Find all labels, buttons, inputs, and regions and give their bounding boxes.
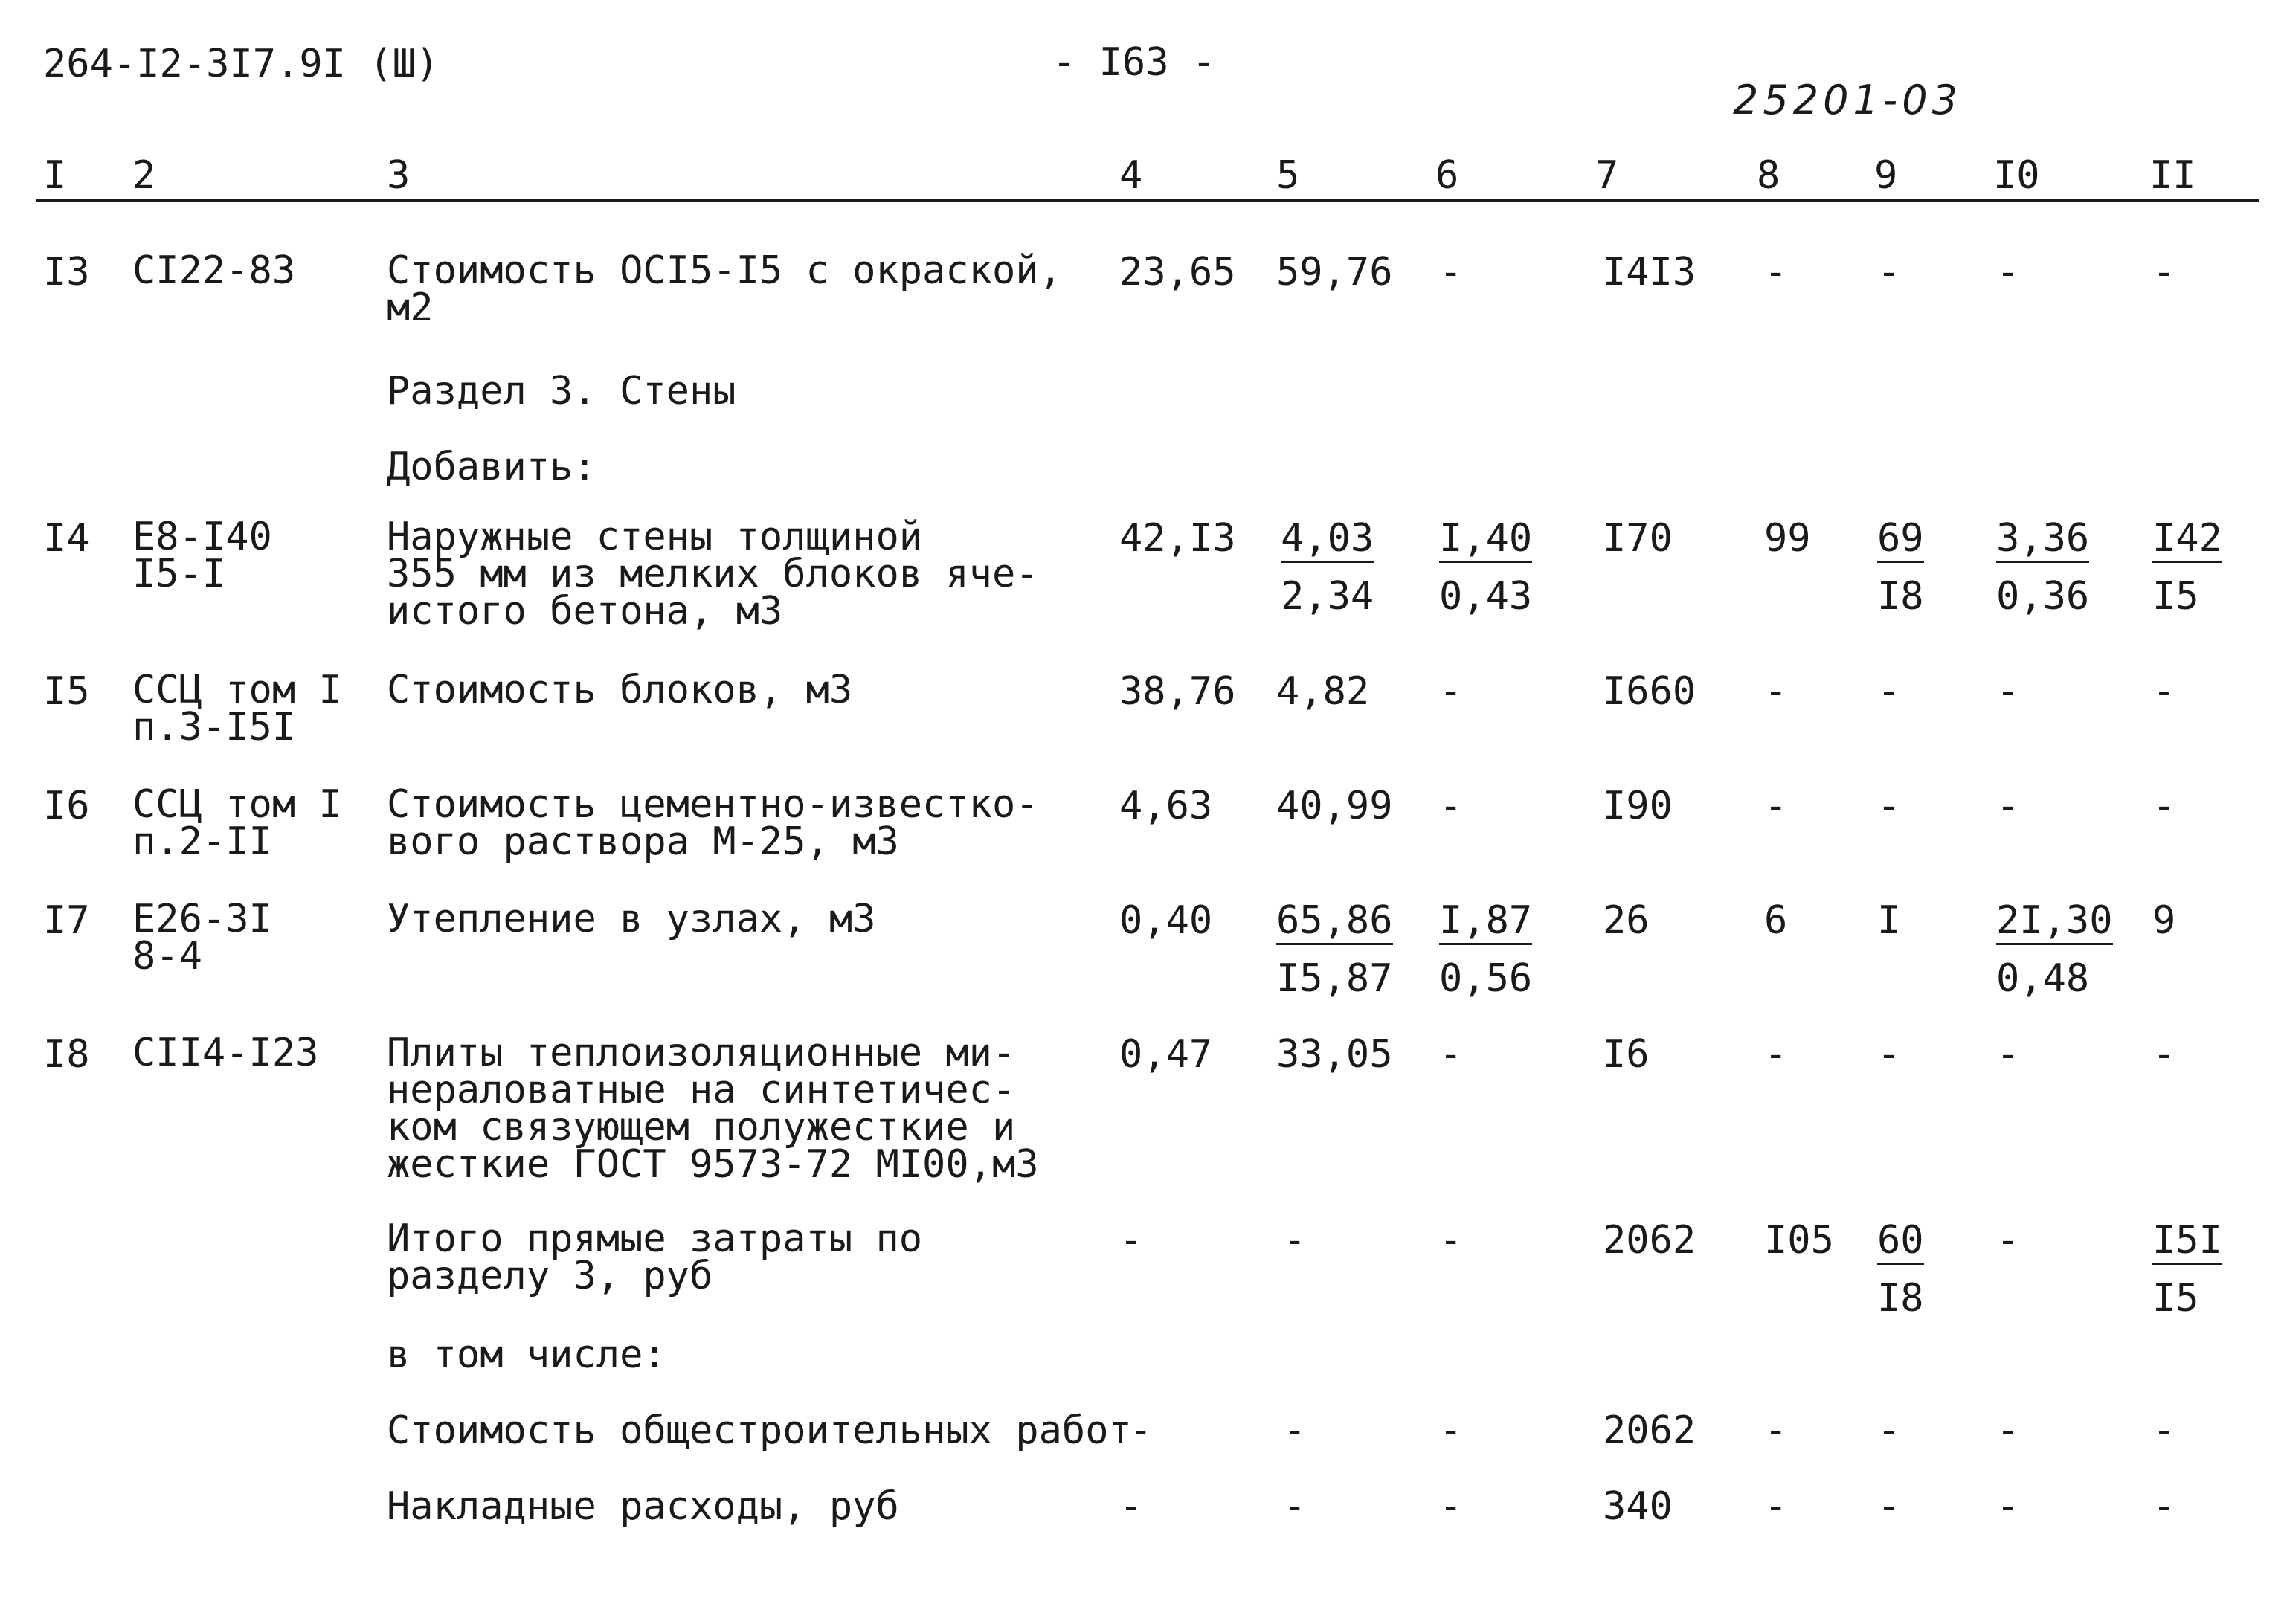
work-description: Стоимость цементно-известко- вого раствора М-25, м3 bbox=[387, 782, 1039, 864]
cell-col10-bottom: 0,36 bbox=[1996, 574, 2090, 619]
header-rule bbox=[36, 199, 2259, 202]
cell-col7: I4I3 bbox=[1603, 250, 1696, 294]
cell-col6: - bbox=[1439, 1218, 1463, 1263]
cell-col10: - bbox=[1996, 1484, 2020, 1529]
column-number: 7 bbox=[1595, 153, 1619, 198]
cell-col11-top: I5I bbox=[2152, 1221, 2222, 1265]
cell-col8: - bbox=[1764, 250, 1788, 294]
column-number: 4 bbox=[1119, 153, 1143, 198]
row-number: I6 bbox=[43, 784, 90, 828]
cell-col7: I90 bbox=[1603, 784, 1673, 828]
cell-col11-top: I42 bbox=[2152, 519, 2222, 563]
cell-col5: - bbox=[1283, 1408, 1307, 1453]
work-description: Наружные стены толщиной 355 мм из мелких блоков яче- истого бетона, м3 bbox=[387, 515, 1039, 634]
cell-col10-top: 2I,30 bbox=[1996, 901, 2113, 945]
norm-code: E26-3I 8-4 bbox=[132, 897, 272, 979]
cell-col10: - bbox=[1996, 1408, 2020, 1453]
cell-col11-bottom: I5 bbox=[2152, 1276, 2199, 1321]
column-number: 3 bbox=[387, 153, 411, 198]
norm-code: ССЦ том I п.3-I5I bbox=[132, 668, 342, 750]
cell-col6: - bbox=[1439, 1032, 1463, 1077]
cell-col4: - bbox=[1119, 1484, 1143, 1529]
cell-col6: - bbox=[1439, 1408, 1463, 1453]
document-code: 264-I2-3I7.9I (Ш) bbox=[43, 42, 440, 86]
cell-col9: - bbox=[1877, 784, 1901, 828]
cell-col8: - bbox=[1764, 1408, 1788, 1453]
cell-col7: 2062 bbox=[1603, 1408, 1696, 1453]
cell-col9-bottom: I8 bbox=[1877, 1276, 1924, 1321]
column-number: 2 bbox=[132, 153, 156, 198]
norm-code: CI22-83 bbox=[132, 248, 296, 293]
cell-col7: I70 bbox=[1603, 516, 1673, 561]
cell-col4: 4,63 bbox=[1119, 784, 1213, 828]
cell-col9: - bbox=[1877, 669, 1901, 714]
cell-col9-top: 60 bbox=[1877, 1221, 1924, 1265]
page-number: - I63 - bbox=[1052, 40, 1216, 85]
cell-col8: I05 bbox=[1764, 1218, 1834, 1263]
cell-col5-bottom: 2,34 bbox=[1281, 574, 1374, 619]
archive-number: 25201-03 bbox=[1733, 77, 1962, 123]
cell-col5-top: 65,86 bbox=[1276, 901, 1393, 945]
row-number: I5 bbox=[43, 669, 90, 714]
cell-col10-bottom: 0,48 bbox=[1996, 956, 2090, 1001]
norm-code: CII4-I23 bbox=[132, 1031, 319, 1075]
cell-col8: 99 bbox=[1764, 516, 1811, 561]
row-number: I7 bbox=[43, 898, 90, 943]
norm-code: ССЦ том I п.2-II bbox=[132, 782, 342, 864]
column-number: 9 bbox=[1874, 153, 1898, 198]
cell-col8: - bbox=[1764, 1032, 1788, 1077]
cell-col9: - bbox=[1877, 1408, 1901, 1453]
cell-col4: 23,65 bbox=[1119, 250, 1236, 294]
section-title: Раздел 3. Стены bbox=[387, 369, 736, 413]
cell-col7: 2062 bbox=[1603, 1218, 1696, 1263]
subtotal-description: Накладные расходы, руб bbox=[387, 1484, 899, 1529]
subtotal-description: Стоимость общестроительных работ bbox=[387, 1408, 1132, 1453]
cell-col11: 9 bbox=[2152, 898, 2176, 943]
cell-col5: 33,05 bbox=[1276, 1032, 1393, 1077]
cell-col10: - bbox=[1996, 1032, 2020, 1077]
cell-col11: - bbox=[2152, 250, 2176, 294]
cell-col4: 0,40 bbox=[1119, 898, 1213, 943]
cell-col11: - bbox=[2152, 1032, 2176, 1077]
cell-col5-top: 4,03 bbox=[1281, 519, 1374, 563]
cell-col7: I6 bbox=[1603, 1032, 1650, 1077]
cell-col8: - bbox=[1764, 669, 1788, 714]
cell-col4: 38,76 bbox=[1119, 669, 1236, 714]
cell-col6-top: I,40 bbox=[1439, 519, 1532, 563]
cell-col7: 26 bbox=[1603, 898, 1650, 943]
column-number: 8 bbox=[1757, 153, 1780, 198]
cell-col10: - bbox=[1996, 1218, 2020, 1263]
cell-col6-bottom: 0,56 bbox=[1439, 956, 1533, 1001]
cell-col8: - bbox=[1764, 784, 1788, 828]
cell-col9-bottom: I8 bbox=[1877, 574, 1924, 619]
cell-col4: 42,I3 bbox=[1119, 516, 1236, 561]
cell-col5: - bbox=[1283, 1218, 1307, 1263]
column-number: II bbox=[2149, 153, 2196, 198]
cell-col9: - bbox=[1877, 1484, 1901, 1529]
cell-col5: 59,76 bbox=[1276, 250, 1393, 294]
cell-col5: - bbox=[1283, 1484, 1307, 1529]
cell-col4: - bbox=[1119, 1218, 1143, 1263]
cell-col11-bottom: I5 bbox=[2152, 574, 2199, 619]
work-description: Плиты теплоизоляционные ми- нераловатные на синтетичес- ком связующем полужесткие и жесткие ГОСТ 9573-72 МI00,м3 bbox=[387, 1031, 1039, 1187]
cell-col4: 0,47 bbox=[1119, 1032, 1213, 1077]
column-number: I0 bbox=[1993, 153, 2040, 198]
cell-col6: - bbox=[1439, 669, 1463, 714]
cell-col10: - bbox=[1996, 784, 2020, 828]
cell-col5-bottom: I5,87 bbox=[1276, 956, 1393, 1001]
cell-col6: - bbox=[1439, 250, 1463, 294]
cell-col10: - bbox=[1996, 250, 2020, 294]
cell-col7: 340 bbox=[1603, 1484, 1673, 1529]
cell-col8: - bbox=[1764, 1484, 1788, 1529]
column-number: 6 bbox=[1435, 153, 1459, 198]
column-number: I bbox=[43, 153, 67, 198]
column-number: 5 bbox=[1276, 153, 1300, 198]
total-description: Итого прямые затраты по разделу 3, руб bbox=[387, 1217, 923, 1298]
cell-col5: 4,82 bbox=[1276, 669, 1370, 714]
cell-col11: - bbox=[2152, 1484, 2176, 1529]
work-description: Утепление в узлах, м3 bbox=[387, 897, 876, 941]
cell-col6-bottom: 0,43 bbox=[1439, 574, 1533, 619]
work-description: Стоимость ОСI5-I5 с окраской, м2 bbox=[387, 248, 1062, 330]
cell-col7: I660 bbox=[1603, 669, 1696, 714]
cell-col9: I bbox=[1877, 898, 1901, 943]
cell-col9: - bbox=[1877, 1032, 1901, 1077]
cell-col9-top: 69 bbox=[1877, 519, 1924, 563]
cell-col9: - bbox=[1877, 250, 1901, 294]
row-number: I3 bbox=[43, 250, 90, 294]
work-description: Стоимость блоков, м3 bbox=[387, 668, 853, 712]
row-number: I8 bbox=[43, 1032, 90, 1077]
cell-col6-top: I,87 bbox=[1439, 901, 1532, 945]
cell-col4: - bbox=[1129, 1408, 1153, 1453]
add-label: Добавить: bbox=[387, 445, 596, 489]
cell-col11: - bbox=[2152, 669, 2176, 714]
cell-col6: - bbox=[1439, 784, 1463, 828]
cell-col11: - bbox=[2152, 1408, 2176, 1453]
row-number: I4 bbox=[43, 516, 90, 561]
cell-col11: - bbox=[2152, 784, 2176, 828]
cell-col5: 40,99 bbox=[1276, 784, 1393, 828]
cell-col8: 6 bbox=[1764, 898, 1788, 943]
cell-col10: - bbox=[1996, 669, 2020, 714]
including-label: в том числе: bbox=[387, 1333, 666, 1377]
norm-code: E8-I40 I5-I bbox=[132, 515, 272, 596]
cell-col6: - bbox=[1439, 1484, 1463, 1529]
cell-col10-top: 3,36 bbox=[1996, 519, 2089, 563]
